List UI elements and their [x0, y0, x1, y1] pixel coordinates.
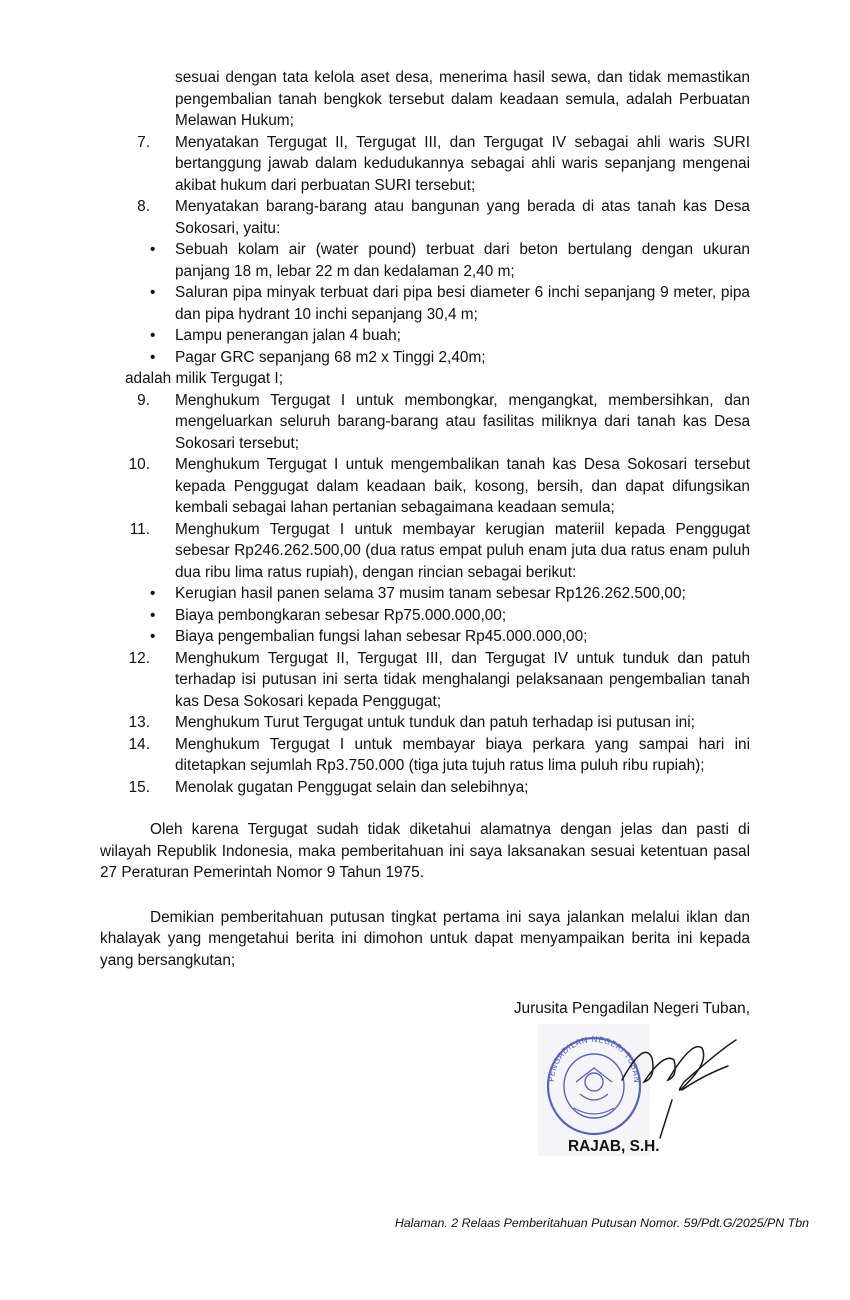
- bullet-item: • Pagar GRC sepanjang 68 m2 x Tinggi 2,40m;: [150, 347, 750, 369]
- item-number: 11.: [129, 520, 150, 538]
- signatory-name: RAJAB, S.H.: [568, 1137, 660, 1155]
- list-item: [100, 454, 750, 519]
- bullet-item: • Biaya pengembalian fungsi lahan sebesar Rp45.000.000,00;: [150, 626, 750, 648]
- seal-text: PENGADILAN NEGERI TUBAN: [546, 1034, 642, 1083]
- item-number: 9.: [137, 391, 150, 409]
- bullet-item: • Kerugian hasil panen selama 37 musim tanam sebesar Rp126.262.500,00;: [150, 583, 750, 605]
- item-text: Menghukum Turut Tergugat untuk tunduk dan patuh terhadap isi putusan ini;: [175, 714, 695, 731]
- bullet-item: • Sebuah kolam air (water pound) terbuat dari beton bertulang dengan ukuran panjang 18 m, lebar 22 m dan kedalaman 2,40 m;: [150, 239, 750, 282]
- bullet-item: • Saluran pipa minyak terbuat dari pipa besi diameter 6 inchi sepanjang 9 meter, pipa dan pipa hydrant 10 inchi sepanjang 30,4 m;: [150, 282, 750, 325]
- document-body: [100, 67, 750, 1160]
- list-item: [100, 648, 750, 713]
- list-item: [100, 734, 750, 777]
- item-number: 14.: [128, 735, 150, 753]
- list-item: [100, 712, 750, 734]
- paragraph-closing: Demikian pemberitahuan putusan tingkat pertama ini saya jalankan melalui iklan dan khalayak yang mengetahui berita ini dimohon untuk dapat menyampaikan berita ini kepada yang bersangkutan;: [100, 908, 750, 969]
- bullet-list-trailing-text: adalah milik Tergugat I;: [125, 370, 283, 387]
- item-text: Menghukum Tergugat II, Tergugat III, dan Tergugat IV untuk tunduk dan patuh terhadap isi putusan ini serta tidak menghalangi pelaksanaan pengembalian tanah kas Desa Sokosari kepada Penggugat;: [175, 649, 750, 710]
- item-number: 12.: [128, 649, 150, 667]
- item-6-continuation: sesuai dengan tata kelola aset desa, menerima hasil sewa, dan tidak memastikan pengembalian tanah bengkok tersebut dalam keadaan semula, adalah Perbuatan Melawan Hukum;: [175, 69, 750, 129]
- signature-block: [100, 1020, 750, 1160]
- item-text: Menghukum Tergugat I untuk membongkar, mengangkat, membersihkan, dan mengeluarkan seluruh barang-barang atau fasilitas miliknya dari tanah kas Desa Sokosari tersebut;: [175, 391, 750, 452]
- item-number: 7.: [137, 133, 150, 151]
- item-text: Menghukum Tergugat I untuk membayar kerugian materiil kepada Penggugat sebesar Rp246.262.500,00 (dua ratus empat puluh enam juta dua ratus enam puluh dua ribu lima ratus rupiah), dengan rincian sebagai berikut:: [175, 520, 750, 581]
- item-text: Menyatakan Tergugat II, Tergugat III, dan Tergugat IV sebagai ahli waris SURI bertanggung jawab dalam kedudukannya sebagai ahli waris sepanjang mengenai akibat hukum dari perbuatan SURI tersebut;: [175, 133, 750, 194]
- list-item: [100, 390, 750, 455]
- item-text: Menyatakan barang-barang atau bangunan yang berada di atas tanah kas Desa Sokosari, yaitu:: [175, 198, 750, 237]
- bullet-list: [100, 239, 750, 368]
- signatory-office: Jurusita Pengadilan Negeri Tuban,: [513, 1000, 750, 1017]
- bullet-item: • Biaya pembongkaran sebesar Rp75.000.000,00;: [150, 605, 750, 627]
- item-number: 10.: [128, 456, 150, 473]
- list-item: [100, 519, 750, 584]
- list-item: [100, 196, 750, 239]
- list-item: [100, 132, 750, 197]
- bullet-item: • Lampu penerangan jalan 4 buah;: [150, 325, 750, 347]
- item-number: 15.: [128, 778, 150, 796]
- handwritten-signature: [552, 1020, 742, 1150]
- item-text: Menolak gugatan Penggugat selain dan selebihnya;: [175, 778, 529, 796]
- paragraph-address-unknown: Oleh karena Tergugat sudah tidak diketahui alamatnya dengan jelas dan pasti di wilayah Republik Indonesia, maka pemberitahuan ini saya laksanakan sesuai ketentuan pasal 27 Peraturan Pemerintah Nomor 9 Tahun 1975.: [100, 821, 750, 881]
- item-text: Menghukum Tergugat I untuk membayar biaya perkara yang sampai hari ini ditetapkan sejumlah Rp3.750.000 (tiga juta tujuh ratus lima puluh ribu rupiah);: [175, 735, 750, 774]
- item-number: 8.: [137, 198, 150, 215]
- item-number: 13.: [128, 714, 150, 731]
- page-footer: Halaman. 2 Relaas Pemberitahuan Putusan Nomor. 59/Pdt.G/2025/PN Tbn: [394, 1216, 809, 1230]
- list-item: [100, 777, 750, 799]
- bullet-list: [100, 583, 750, 648]
- item-text: Menghukum Tergugat I untuk mengembalikan tanah kas Desa Sokosari tersebut kepada Penggugat dalam keadaan baik, kosong, bersih, dan dapat difungsikan kembali sebagai lahan pertanian sebagaimana keadaan semula;: [175, 456, 750, 516]
